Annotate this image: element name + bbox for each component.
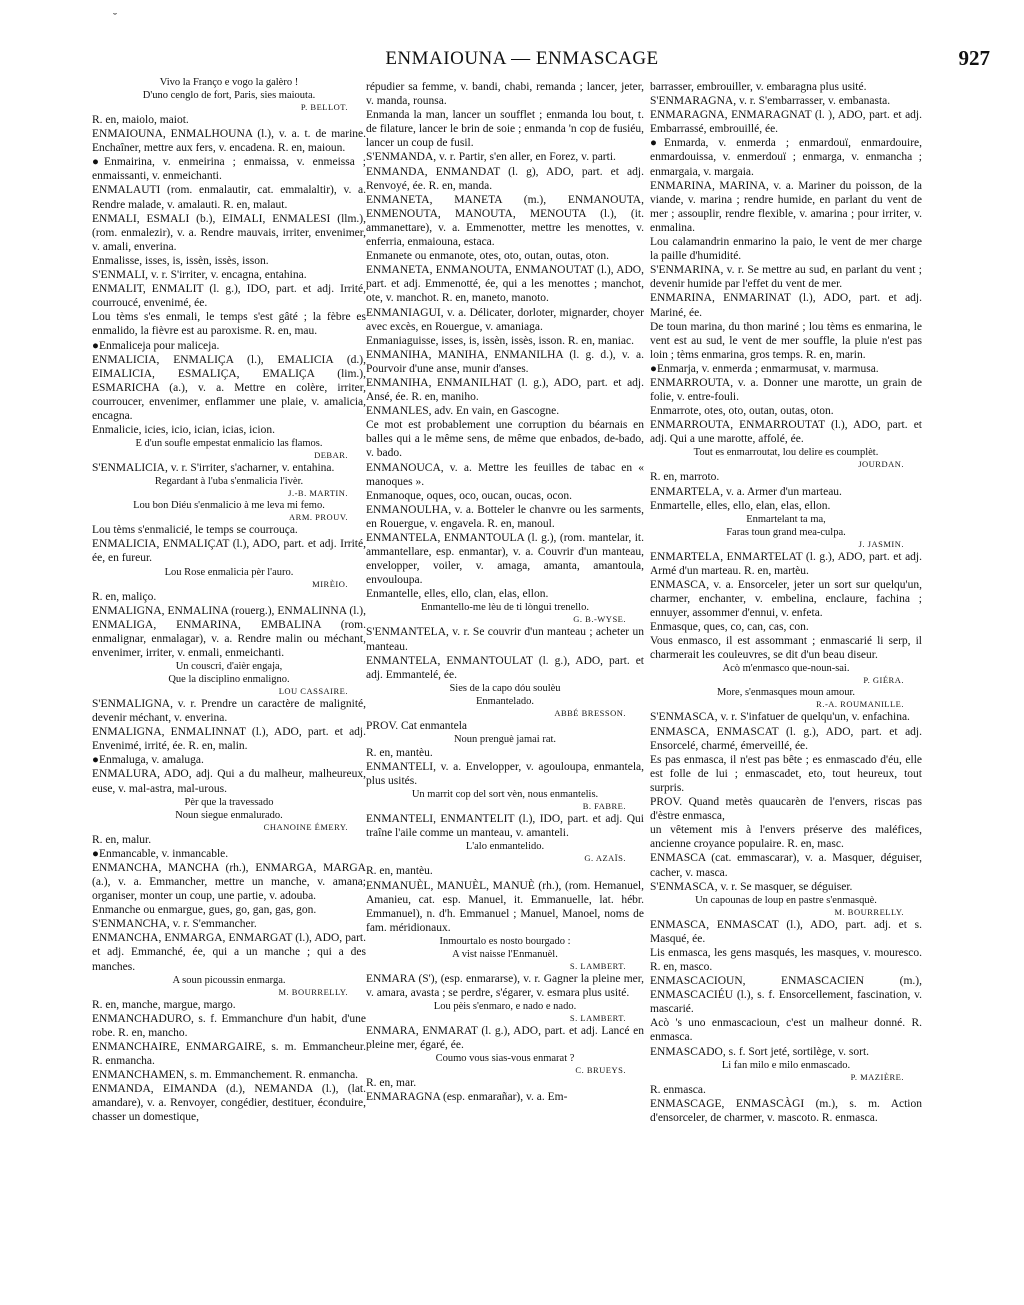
quotation-line: Sies de la capo dóu soulèu [449, 682, 561, 694]
dictionary-entry: ●Enmarda, v. enmerda ; enmardouï, enmardouire, enmardouissa, v. enmerdouï ; enmarga, v. enmancha ; enmargaia, v. margaia. [650, 137, 922, 178]
dictionary-entry: ENMARAGNA (esp. enmarañar), v. a. Em- [366, 1091, 568, 1104]
dictionary-entry: PROV. Quand metès quaucarèn de l'envers, riscas pas d'èstre enmasca, [650, 796, 922, 823]
dictionary-entry: Enmalisse, isses, is, issèn, issès, isson. [92, 254, 269, 267]
quotation-source: CHANOINE ÉMERY. [263, 821, 348, 832]
dictionary-entry: ENMASCADO, s. f. Sort jeté, sortilège, v. sort. [650, 1045, 870, 1058]
dictionary-entry: ENMANCHA, ENMARGA, ENMARGAT (l.), ADO, part. et adj. Emmanché, ée, qui a un manche ; qui a des manches. [92, 932, 366, 973]
dictionary-entry: ENMARAGNA, ENMARAGNAT (l. ), ADO, part. et adj. Embarrassé, embrouillé, ée. [650, 109, 922, 136]
quotation-line: Faras toun grand mea-culpa. [726, 526, 846, 538]
dictionary-entry: S'ENMARAGNA, v. r. S'embarrasser, v. embanasta. [650, 95, 891, 108]
quotation-line: Enmantelado. [475, 695, 535, 707]
dictionary-entry: De toun marina, du thon mariné ; lou tèms es enmarina, le vent est au sud, le vent de mer souffle, la pluie n'est pas loin ; tèms enmarina, gros temps. R. en, marin. [650, 320, 922, 361]
dictionary-entry: S'ENMASCA, v. r. Se masquer, se déguiser. [650, 880, 853, 893]
dictionary-entry: Vous enmasco, il est assommant ; enmascarié li serp, il charmerait les couleuvres, se dit d'un beau diseur. [650, 635, 922, 662]
dictionary-entry: Enmalicie, icies, icio, ician, icias, icion. [92, 424, 275, 437]
page-number: 927 [958, 46, 990, 70]
dictionary-entry: R. en, marroto. [650, 471, 720, 484]
quotation-source: ARM. PROUV. [289, 512, 348, 523]
quotation-line: Lou bon Diéu s'enmalicio à me leva mi femo. [133, 500, 325, 512]
dictionary-entry: ENMALICIA, ENMALIÇA (l.), EMALICIA (d.), EIMALICIA, ESMALIÇA, EMALIÇA (lim.), ESMARICHA (a.), v. a. Mettre en colère, irriter, courroucer, envenimer, enflammer une plaie, v. amalicia, encagna. [92, 353, 366, 422]
quotation-line: Vivo la Franço e vogo la galèro ! [159, 77, 299, 88]
dictionary-entry: ENMALICIA, ENMALIÇAT (l.), ADO, part. et adj. Irrité, ée, en fureur. [92, 538, 366, 565]
quotation-line: Acò m'enmasco que-noun-sai. [722, 663, 850, 675]
quotation-source: G. AZAÏS. [584, 853, 626, 864]
dictionary-entry: Enmaniaguisse, isses, is, issèn, issès, isson. R. en, maniac. [366, 334, 634, 347]
dictionary-entry: S'ENMANCHA, v. r. S'emmancher. [92, 918, 257, 931]
dictionary-entry: ENMANUÈL, MANUÈL, MANUÈ (rh.), (rom. Hemanuel, Amanieu, cat. esp. Manuel, it. Emmanuelle, lat. hébr. Emmanuel), n. d'h. Emmanuel ; Manuel, Manoel, noms de fam. méridionaux. [366, 879, 644, 934]
dictionary-entry: PROV. Cat enmantela [366, 719, 468, 732]
quotation-line: Regardant à l'uba s'enmalicia l'ivèr. [154, 476, 304, 488]
quotation-line: Inmourtalo es nosto bourgado : [439, 935, 571, 947]
dictionary-entry: ENMARROUTA, v. a. Donner une marotte, un grain de folie, v. entre-fouli. [650, 376, 922, 404]
quotation-source: G. B.-WYSE. [573, 614, 626, 625]
dictionary-entry: ENMANDA, ENMANDAT (l. g), ADO, part. et adj. Renvoyé, ée. R. en, manda. [366, 165, 644, 192]
quotation-source: R.-A. ROUMANILLE. [816, 699, 904, 710]
dictionary-entry: Lis enmasca, les gens masqués, les masques, v. mouresco. R. en, masco. [650, 946, 922, 973]
quotation-source: ABBÉ BRESSON. [554, 707, 626, 718]
quotation-line: Coumo vous sias-vous enmarat ? [435, 1053, 575, 1065]
dictionary-entry: ENMAIOUNA, ENMALHOUNA (l.), v. a. t. de marine. Enchaîner, mettre aux fers, v. encadena. R. en, maioun. [92, 128, 366, 155]
dictionary-entry: ENMALIGNA, ENMALINNAT (l.), ADO, part. et adj. Envenimé, irrité, ée. R. en, malin. [92, 726, 366, 753]
dictionary-entry: ENMARINA, MARINA, v. a. Mariner du poisson, de la viande, v. marina ; rendre humide, en parlant du vent de mer ; assouplir, rendre flexible, v. amarina ; pour irriter, v. enmalina. [650, 179, 922, 234]
quotation-line: Enmartelant ta ma, [746, 513, 826, 525]
quotation-line: Enmantello-me lèu de ti lòngui trenello. [421, 602, 589, 614]
quotation-line: A vist naisse l'Enmanuèl. [452, 948, 558, 960]
dictionary-entry: ENMARTELA, ENMARTELAT (l. g.), ADO, part. et adj. Armé d'un marteau. R. en, martèu. [650, 550, 922, 577]
dictionary-entry: R. enmasca. [650, 1083, 706, 1096]
quotation-source: C. BRUEYS. [575, 1065, 626, 1076]
quotation-line: Un couscri, d'aièr engaja, [175, 661, 283, 672]
dictionary-entry: ENMARA (S'), (esp. enmararse), v. r. Gagner la pleine mer, v. amara, avasta ; se perdre, s'égarer, v. esmara plus usité. [366, 972, 644, 999]
dictionary-entry: ENMASCAGE, ENMASCÀGI (m.), s. m. Action d'ensorceler, de charmer, v. mascoto. R. enmasca. [650, 1097, 922, 1124]
dictionary-entry: R. en, mantèu. [366, 865, 433, 878]
dictionary-entry: ●Enmarja, v. enmerda ; enmarmusat, v. marmusa. [650, 362, 879, 375]
dictionary-entry: Enmanete ou enmanote, otes, oto, outan, outas, oton. [366, 250, 610, 263]
quotation-line: Noun siegue enmalurado. [175, 809, 283, 821]
dictionary-entry: ENMANIHA, MANIHA, ENMANILHA (l. g. d.), v. a. Pourvoir d'une anse, munir d'anses. [366, 348, 644, 375]
dictionary-entry: ●Enmancable, v. inmancable. [92, 847, 229, 860]
dictionary-entry: ENMANCHA, MANCHA (rh.), ENMARGA, MARGA (a.), v. a. Emmancher, mettre un manche, v. amana; organiser, monter un coup, une partie, v. adouba. [92, 861, 366, 903]
dictionary-entry: R. en, maliço. [92, 590, 157, 603]
dictionary-entry: ENMANLES, adv. En vain, en Gascogne. [366, 405, 560, 418]
dictionary-entry: barrasser, embrouiller, v. embaragna plus usité. [650, 81, 867, 93]
dictionary-entry: ●Enmaluga, v. amaluga. [92, 754, 204, 767]
dictionary-entry: Enmasque, ques, co, can, cas, con. [650, 621, 809, 634]
quotation-source: B. FABRE. [582, 801, 626, 812]
dictionary-entry: Lou tèms s'es enmali, le temps s'est gâté ; la fèbre es enmalido, la fièvre est au paroxisme. R. en, mau. [92, 311, 366, 338]
dictionary-entry: ENMANTELI, v. a. Envelopper, v. agouloupa, enmantela, plus usités. [366, 761, 644, 788]
quotation-source: MIRÈIO. [312, 578, 348, 589]
quotation-line: More, s'enmasques moun amour. [716, 687, 856, 699]
dictionary-entry: R. en, maiolo, maiot. [92, 114, 189, 126]
dictionary-entry: ENMANTELA, ENMANTOULAT (l. g.), ADO, part. et adj. Emmantelé, ée. [366, 654, 644, 681]
dictionary-entry: S'ENMALICIA, v. r. S'irriter, s'acharner, v. entahina. [92, 462, 335, 475]
dictionary-entry: R. en, manche, margue, margo. [92, 998, 236, 1011]
quotation-source: J. JASMIN. [858, 538, 904, 549]
quotation-line: L'alo enmantelido. [465, 841, 545, 853]
dictionary-entry: R. en, mar. [366, 1077, 417, 1090]
dictionary-entry: Es pas enmasca, il n'est pas bête ; es enmascado d'éu, elle est folle de lui ; enmascadet, eto, tout heureux, tout surpris. [650, 753, 922, 794]
dictionary-entry: ENMANOUCA, v. a. Mettre les feuilles de tabac en « manoques ». [366, 461, 644, 488]
dictionary-entry: Lou calamandrin enmarino la paio, le vent de mer charge la paille d'humidité. [650, 236, 922, 263]
running-header: ENMAIOUNA — ENMASCAGE [385, 48, 659, 69]
dictionary-entry: ENMANCHAIRE, ENMARGAIRE, s. m. Emmancheur. R. enmancha. [92, 1040, 366, 1067]
quotation-source: S. LAMBERT. [569, 1013, 626, 1024]
dictionary-entry: ENMASCA, v. a. Ensorceler, jeter un sort sur quelqu'un, charmer, enchanter, v. embelina, enclaure, fachina ; ennuyer, assommer d'ennui, v. enfeta. [650, 578, 922, 620]
quotation-line: Que la disciplino enmaligno. [168, 674, 290, 685]
dictionary-entry: S'ENMARINA, v. r. Se mettre au sud, en parlant du vent ; devenir humide par l'effet du vent de mer. [650, 264, 922, 291]
dictionary-entry: Enmanda la man, lancer un soufflet ; enmanda lou bout, t. de filature, lancer le brin de soie ; enmanda 'n cop de fusiéu, lancer un coup de fusil. [366, 109, 644, 150]
dictionary-entry: S'ENMALIGNA, v. r. Prendre un caractère de malignité, devenir méchant, v. enverina. [92, 698, 366, 725]
dictionary-entry: ENMANOULHA, v. a. Botteler le chanvre ou les sarments, en Rouergue, v. engavela. R. en, manoul. [366, 503, 644, 530]
quotation-line: Noun prenguè jamai rat. [453, 733, 557, 745]
column-right [650, 80, 922, 1125]
dictionary-entry: S'ENMANDA, v. r. Partir, s'en aller, en Forez, v. parti. [366, 151, 616, 164]
quotation-source: M. BOURRELLY. [834, 906, 904, 917]
column-middle [366, 80, 644, 1104]
quotation-line: Lou pèis s'enmaro, e nado e nado. [433, 1001, 577, 1013]
quotation-source: P. BELLOT. [300, 102, 348, 112]
dictionary-entry: Enmartelle, elles, ello, elan, elas, ellon. [650, 499, 831, 512]
dictionary-entry: ENMASCACIOUN, ENMASCACIEN (m.), ENMASCACIÉU (l.), s. f. Ensorcellement, fascination, v. mascarié. [650, 975, 922, 1016]
dictionary-entry: ●Enmairina, v. enmeirina ; enmaissa, v. enmeissa ; enmaissanti, v. enmeichanti. [92, 156, 366, 183]
dictionary-entry: ENMANCHADURO, s. f. Emmanchure d'un habit, d'une robe. R. en, mancho. [92, 1012, 366, 1039]
dictionary-entry: ENMARTELA, v. a. Armer d'un marteau. [650, 485, 842, 498]
dictionary-entry: ENMALI, ESMALI (b.), EIMALI, ENMALESI (llm.), (rom. enmalezir), v. a. Rendre mauvais, irriter, envenimer, v. amali, enverina. [92, 212, 366, 253]
quotation-source: DEBAR. [314, 450, 348, 461]
dictionary-entry: Acò 's uno enmascacioun, c'est un malheur donné. R. enmasca. [650, 1017, 922, 1044]
dictionary-entry: ENMANETA, MANETA (m.), ENMANOUTA, ENMENOUTA, MANOUTA, MENOUTA (l.), (it. ammanettare), v. a. Emmenotter, mettre les menottes, v. enferria, enmaiouna, estaca. [366, 193, 644, 249]
quotation-line: D'uno cenglo de fort, Paris, sies maiouta. [142, 90, 316, 101]
dictionary-entry: Lou tèms s'enmalicié, le temps se courrouça. [92, 524, 298, 537]
quotation-line: Un marrit cop del sort vèn, nous enmantelis. [411, 789, 599, 801]
quotation-line: E d'un soufle empestat enmalicio las flamos. [135, 438, 323, 450]
dictionary-entry: ENMALIGNA, ENMALINA (rouerg.), ENMALINNA (l.), ENMALIGA, ENMARINA, EMBALINA (rom. enmalignar, enmalagar), v. a. Rendre malin ou méchant, envenimer, irriter, v. enmali, enmeichanti. [92, 604, 366, 659]
dictionary-entry: ENMANTELI, ENMANTELIT (l.), IDO, part. et adj. Qui traîne l'aile comme un manteau, v. amanteli. [366, 813, 644, 840]
dictionary-entry: ENMALIT, ENMALIT (l. g.), IDO, part. et adj. Irrité, courroucé, envenimé, ée. [92, 283, 366, 310]
dictionary-entry: R. en, mantèu. [366, 746, 433, 759]
dictionary-entry: ENMARINA, ENMARINAT (l.), ADO, part. et adj. Mariné, ée. [650, 292, 922, 319]
dictionary-entry: S'ENMALI, v. r. S'irriter, v. encagna, entahina. [92, 269, 307, 282]
quotation-source: S. LAMBERT. [569, 960, 626, 971]
quotation-source: M. BOURRELLY. [278, 986, 348, 997]
dictionary-entry: répudier sa femme, v. bandi, chabi, remanda ; lancer, jeter, v. manda, rounsa. [366, 81, 644, 108]
column-left [92, 76, 366, 1124]
dictionary-entry: Ce mot est probablement une corruption du béarnais en balles qui a le même sens, de même que enbados, de-bado, v. bado. [366, 419, 644, 460]
dictionary-entry: ENMALURA, ADO, adj. Qui a du malheur, malheureux, euse, v. mal-astra, mal-urous. [92, 768, 366, 795]
quotation-line: Tout es enmarroutat, lou delire es coumplèt. [693, 447, 879, 459]
dictionary-entry: ENMANDA, EIMANDA (d.), NEMANDA (l.), (lat. amandare), v. a. Renvoyer, congédier, destituer, éconduire, chasser un domestique, [92, 1083, 366, 1124]
dictionary-entry: R. en, malur. [92, 833, 152, 846]
quotation-line: A soun picoussin enmarga. [172, 974, 286, 986]
dictionary-entry: ENMASCA, ENMASCAT (l.), ADO, part. adj. et s. Masqué, ée. [650, 918, 922, 945]
quotation-source: P. GIÉRA. [863, 675, 904, 686]
dictionary-entry: Enmantelle, elles, ello, clan, elas, ellon. [366, 588, 549, 601]
dictionary-entry: Enmarrote, otes, oto, outan, outas, oton. [650, 405, 834, 418]
dictionary-entry: ENMANIHA, ENMANILHAT (l. g.), ADO, part. et adj. Ansé, ée. R. en, maniho. [366, 376, 644, 404]
dictionary-entry: ENMARROUTA, ENMARROUTAT (l.), ADO, part. et adj. Qui a une marotte, affolé, ée. [650, 419, 922, 446]
quotation-line: Pèr que la travessado [184, 796, 274, 808]
dictionary-entry: Enmanoque, oques, oco, oucan, oucas, ocon. [366, 489, 572, 502]
quotation-source: P. MAZIÈRE. [850, 1071, 904, 1082]
dictionary-entry: S'ENMASCA, v. r. S'infatuer de quelqu'un, v. enfachina. [650, 711, 910, 724]
dictionary-entry: ENMARA, ENMARAT (l. g.), ADO, part. et adj. Lancé en pleine mer, égaré, ée. [366, 1025, 644, 1052]
quotation-line: Li fan milo e milo enmascado. [721, 1059, 851, 1071]
quotation-line: Un capounas de loup en pastre s'enmasquè. [695, 894, 877, 906]
dictionary-entry: ENMANCHAMEN, s. m. Emmanchement. R. enmancha. [92, 1069, 359, 1082]
quotation-line: Lou Rose enmalicia pèr l'auro. [164, 566, 294, 578]
dictionary-entry: ENMASCA, ENMASCAT (l. g.), ADO, part. et adj. Ensorcelé, charmé, émerveillé, ée. [650, 725, 922, 752]
corner-mark: ˘ [113, 10, 117, 24]
dictionary-entry: ENMALAUTI (rom. enmalautir, cat. emmalaltir), v. a. Rendre malade, v. amalauti. R. en, malaut. [92, 184, 366, 211]
dictionary-entry: Enmanche ou enmargue, gues, go, gan, gas, gon. [92, 904, 317, 917]
dictionary-entry: S'ENMANTELA, v. r. Se couvrir d'un manteau ; acheter un manteau. [366, 626, 644, 653]
quotation-source: J.-B. MARTIN. [288, 488, 348, 499]
quotation-source: LOU CASSAIRE. [278, 686, 348, 696]
dictionary-entry: ENMANTELA, ENMANTOULA (l. g.), (rom. mantelar, it. ammantellare, esp. enmantar), v. a. Couvrir d'un manteau, envelopper, voiler, v. amaga, amanta, amantoula, envouloupa. [366, 532, 644, 587]
dictionary-entry: ENMASCA (cat. emmascarar), v. a. Masquer, déguiser, cacher, v. masca. [650, 852, 922, 879]
dictionary-entry: ENMANIAGUI, v. a. Délicater, dorloter, mignarder, choyer avec excès, en Rouergue, v. amaniaga. [366, 306, 644, 333]
quotation-source: JOURDAN. [858, 459, 904, 470]
dictionary-entry: un vêtement mis à l'envers préserve des maléfices, ancienne croyance populaire. R. en, masc. [650, 824, 922, 851]
dictionary-entry: ●Enmaliceja pour maliceja. [92, 339, 220, 352]
dictionary-entry: ENMANETA, ENMANOUTA, ENMANOUTAT (l.), ADO, part. et adj. Emmenotté, ée, qui a les menottes ; manchot, ote, v. manchot. R. en, maneto, manoto. [366, 264, 644, 305]
